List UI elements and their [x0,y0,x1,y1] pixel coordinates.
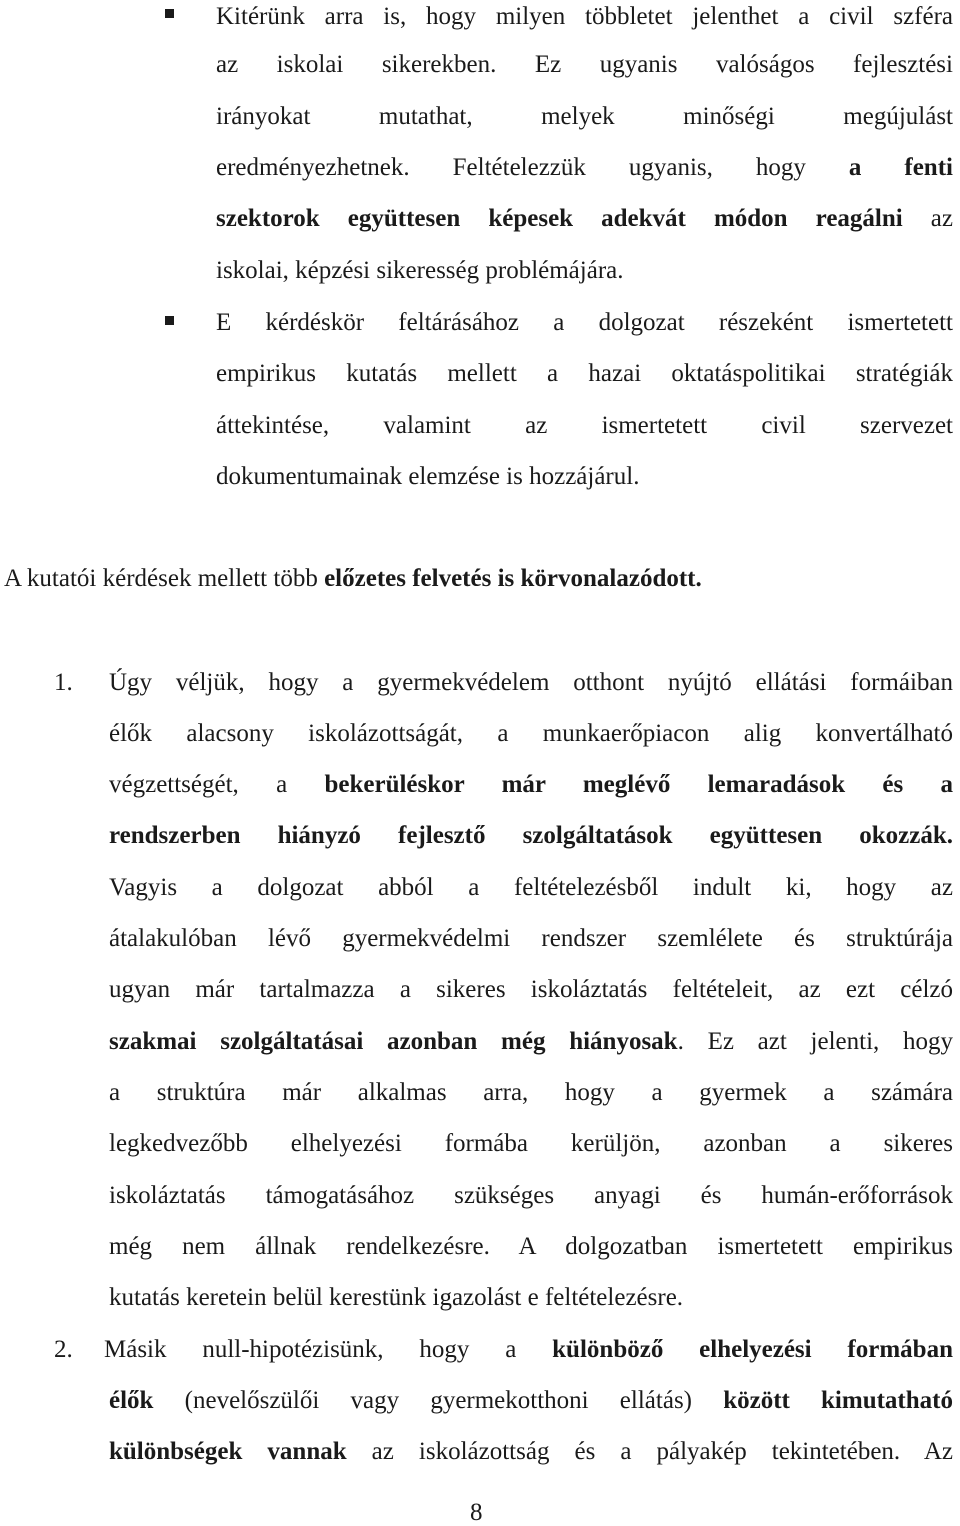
text-line: áttekintése, valamint az ismertetett civil szervezet [216,412,953,439]
bold-text: szakmai szolgáltatásai azonban még hiányosak [109,1028,678,1055]
text-line: élők (nevelőszülői vagy gyermekotthoni ellátás) között kimutatható [109,1387,953,1414]
text-line: iskoláztatás támogatásához szükséges anyagi és humán-erőforrások [109,1182,953,1209]
text-line: kutatás keretein belül kerestünk igazolást e feltételezésre. [109,1284,684,1311]
bold-text: élők [109,1387,154,1414]
bold-text: különbségek vannak [109,1438,347,1465]
bold-text: különböző elhelyezési formában [552,1336,953,1363]
text-line: Másik null-hipotézisünk, hogy a különböző elhelyezési formában [104,1336,953,1363]
text-line [109,823,953,848]
text-line: iskolai, képzési sikeresség problémájára. [216,257,624,284]
bold-text: szektorok együttesen képesek adekvát módon reagálni [216,205,903,232]
text-line: E kérdéskör feltárásához a dolgozat részeként ismertetett [216,309,953,336]
text-line: élők alacsony iskolázottságát, a munkaerőpiacon alig konvertálható [109,720,953,747]
text-line: empirikus kutatás mellett a hazai oktatáspolitikai stratégiák [216,360,953,387]
text-line: ugyan már tartalmazza a sikeres iskoláztatás feltételeit, az ezt célzó [109,976,953,1003]
text-line: még nem állnak rendelkezésre. A dolgozatban ismertetett empirikus [109,1233,953,1260]
bold-text: bekerüléskor már meglévő lemaradások és a [324,771,954,798]
text-line: különbségek vannak az iskolázottság és a pályakép tekintetében. Az [109,1438,953,1465]
intro-paragraph: A kutatói kérdések mellett több előzetes felvetés is körvonalazódott. [4,565,702,592]
text-line: legkedvezőbb elhelyezési formába kerüljön, azonban a sikeres [109,1130,953,1157]
bold-text: között kimutatható [723,1387,953,1414]
bold-text: előzetes felvetés is körvonalazódott. [324,565,702,592]
text-line: irányokat mutathat, melyek minőségi megújulást [216,103,953,130]
text-line: végzettségét, a bekerüléskor már meglévő lemaradások és a [109,771,954,798]
item-number: 2. [54,1336,73,1363]
bold-text: rendszerben hiányzó fejlesztő szolgáltatások együttesen okozzák. [109,822,953,849]
text-line: Vagyis a dolgozat abból a feltételezésből indult ki, hogy az [109,874,953,901]
text-line: Kitérünk arra is, hogy milyen többletet jelenthet a civil szféra [216,3,953,30]
page-number: 8 [470,1499,483,1526]
text-line: szektorok együttesen képesek adekvát módon reagálni az [216,205,953,232]
item-number: 1. [54,669,73,696]
text-line: az iskolai sikerekben. Ez ugyanis valóságos fejlesztési [216,51,953,78]
text-line: dokumentumainak elemzése is hozzájárul. [216,463,640,490]
text-line: eredményezhetnek. Feltételezzük ugyanis, hogy a fenti [216,154,953,181]
text-line: Úgy véljük, hogy a gyermekvédelem otthont nyújtó ellátási formáiban [109,669,953,696]
bold-text: a fenti [848,154,953,181]
bullet-marker-icon [165,9,174,18]
bullet-marker-icon [165,316,174,325]
text-line: szakmai szolgáltatásai azonban még hiányosak. Ez azt jelenti, hogy [109,1028,953,1055]
text-line: átalakulóban lévő gyermekvédelmi rendszer szemlélete és struktúrája [109,925,953,952]
text-line: a struktúra már alkalmas arra, hogy a gyermek a számára [109,1079,953,1106]
